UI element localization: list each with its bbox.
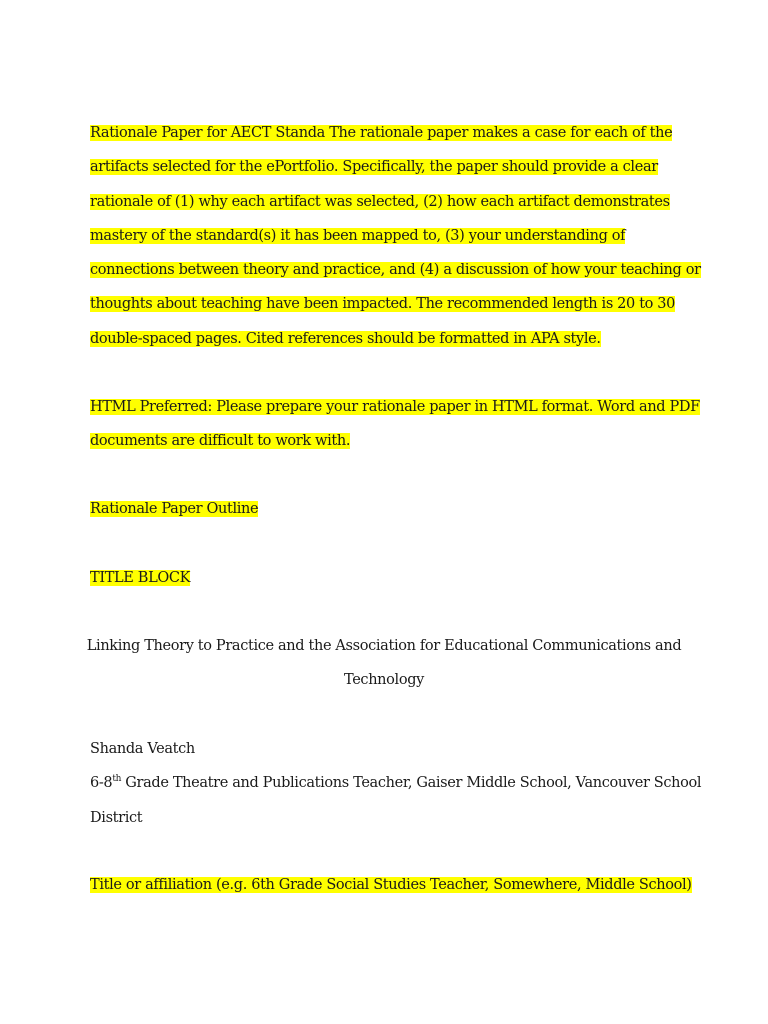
author-affiliation-line2: District — [90, 809, 143, 826]
paper-title — [60, 629, 708, 698]
title-block-heading: TITLE BLOCK — [90, 570, 191, 586]
paper-title-line: Linking Theory to Practice and the Association for Educational Communications and — [86, 638, 682, 654]
outline-heading: Rationale Paper Outline — [90, 501, 259, 517]
html-preferred-line: HTML Preferred: Please prepare your rationale paper in HTML format. Word and PDF — [90, 399, 700, 415]
rationale-intro-line: thoughts about teaching have been impacted. The recommended length is 20 to 30 — [90, 296, 676, 313]
rationale-intro-line: mastery of the standard(s) it has been mapped to, (3) your understanding of — [90, 227, 626, 244]
paper-title-line: Technology — [344, 672, 424, 689]
affiliation-prefix: 6-8 — [90, 775, 113, 792]
affiliation-instruction-block — [90, 868, 710, 902]
rationale-intro-paragraph — [90, 116, 701, 356]
rationale-intro-line: connections between theory and practice, and (4) a discussion of how your teaching or — [90, 262, 701, 279]
outline-heading-block — [90, 492, 690, 526]
rationale-intro-line: Rationale Paper for AECT Standa The rationale paper makes a case for each of the — [90, 125, 673, 141]
html-preferred-line: documents are difficult to work with. — [90, 433, 351, 450]
affiliation-instruction: Title or affiliation (e.g. 6th Grade Social Studies Teacher, Somewhere, Middle School) — [90, 877, 692, 893]
author-block — [90, 732, 710, 835]
affiliation-rest: Grade Theatre and Publications Teacher, Gaiser Middle School, Vancouver School — [121, 775, 702, 792]
author-affiliation — [90, 766, 710, 800]
title-block-heading-block — [90, 561, 690, 595]
author-name: Shanda Veatch — [90, 741, 195, 757]
rationale-intro-line: rationale of (1) why each artifact was selected, (2) how each artifact demonstrates — [90, 193, 670, 210]
rationale-intro-line: artifacts selected for the ePortfolio. Specifically, the paper should provide a clear — [90, 159, 658, 176]
html-preferred-paragraph — [90, 390, 700, 459]
rationale-intro-line: double-spaced pages. Cited references should be formatted in APA style. — [90, 330, 601, 347]
affiliation-superscript: th — [112, 774, 122, 785]
